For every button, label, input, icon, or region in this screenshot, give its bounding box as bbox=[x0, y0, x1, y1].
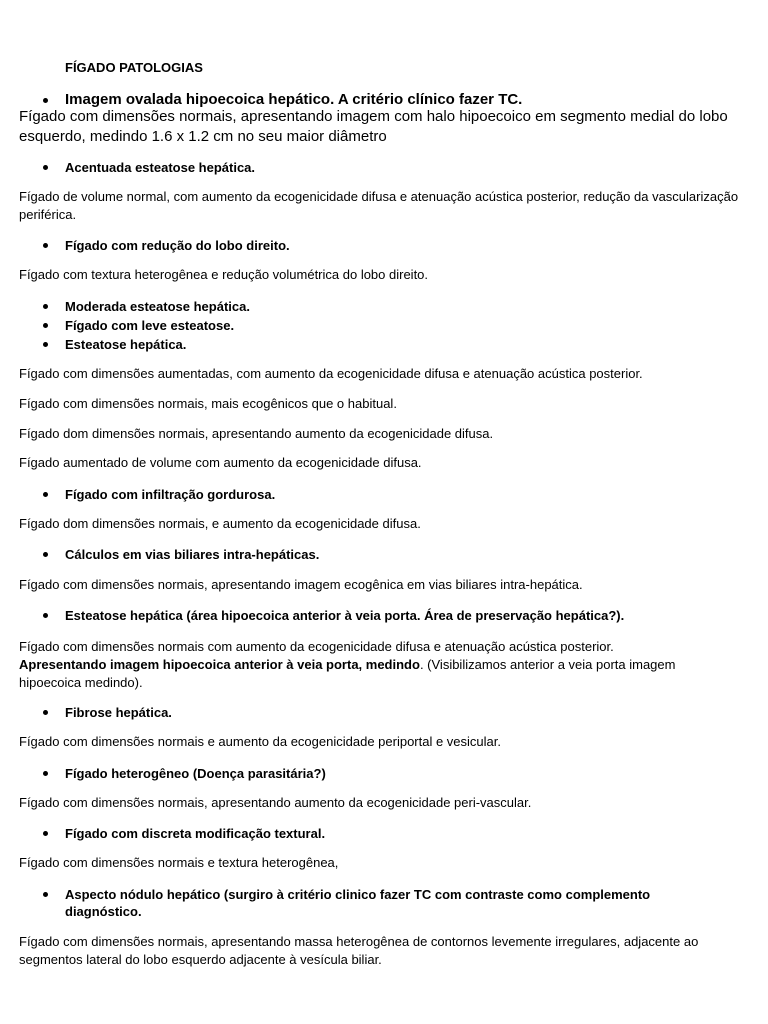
paragraph: Fígado dom dimensões normais, e aumento da ecogenicidade difusa. bbox=[19, 516, 421, 531]
bullet-item: Esteatose hepática. bbox=[65, 336, 725, 353]
bullet-item: Fígado heterogêneo (Doença parasitária?) bbox=[65, 765, 725, 782]
paragraph: Fígado com dimensões normais e textura heterogênea, bbox=[19, 855, 339, 870]
porta-paragraph-line1: Fígado com dimensões normais com aumento da ecogenicidade difusa e atenuação acústica posterior. bbox=[19, 639, 614, 654]
paragraph: Fígado com dimensões aumentadas, com aumento da ecogenicidade difusa e atenuação acústica posterior. bbox=[19, 366, 643, 381]
paragraph: Fígado com dimensões normais, mais ecogênicos que o habitual. bbox=[19, 396, 397, 411]
porta-paragraph bbox=[19, 638, 739, 692]
paragraph: Fígado com dimensões normais, apresentando imagem ecogênica em vias biliares intra-hepática. bbox=[19, 577, 583, 592]
paragraph: Fígado aumentado de volume com aumento da ecogenicidade difusa. bbox=[19, 455, 422, 470]
paragraph: Fígado de volume normal, com aumento da ecogenicidade difusa e atenuação acústica posterior, redução da vascularização periférica. bbox=[19, 189, 739, 222]
paragraph: Fígado com textura heterogênea e redução volumétrica do lobo direito. bbox=[19, 267, 429, 282]
bullet-item: Aspecto nódulo hepático (surgiro à critério clinico fazer TC com contraste como complemento diagnóstico. bbox=[65, 886, 725, 920]
bullet-item: Cálculos em vias biliares intra-hepáticas. bbox=[65, 546, 725, 563]
paragraph: Fígado com dimensões normais e aumento da ecogenicidade periportal e vesicular. bbox=[19, 734, 501, 749]
paragraph: Fígado dom dimensões normais, apresentando aumento da ecogenicidade difusa. bbox=[19, 426, 494, 441]
bullet-item: Fibrose hepática. bbox=[65, 704, 725, 721]
bullet-item: Fígado com discreta modificação textural. bbox=[65, 825, 725, 842]
bullet-item: Acentuada esteatose hepática. bbox=[65, 159, 725, 176]
paragraph: Fígado com dimensões normais, apresentando imagem com halo hipoecoico em segmento medial do lobo esquerdo, medindo 1.6 x 1.2 cm no seu maior diâmetro bbox=[19, 108, 728, 145]
porta-paragraph-rest: . (Visibilizamos anterior a veia porta imagem hipoecoica medindo). bbox=[19, 657, 676, 690]
paragraph: Fígado com dimensões normais, apresentando aumento da ecogenicidade peri-vascular. bbox=[19, 795, 532, 810]
bullet-item: Moderada esteatose hepática. bbox=[65, 298, 725, 315]
bullet-item: Imagem ovalada hipoecoica hepático. A critério clínico fazer TC. bbox=[65, 91, 725, 109]
bullet-item: Fígado com leve esteatose. bbox=[65, 317, 725, 334]
document-title: FÍGADO PATOLOGIAS bbox=[65, 60, 203, 75]
porta-paragraph-bold: Apresentando imagem hipoecoica anterior à veia porta, medindo bbox=[19, 657, 420, 672]
bullet-item: Fígado com infiltração gordurosa. bbox=[65, 486, 725, 503]
bullet-item: Fígado com redução do lobo direito. bbox=[65, 237, 725, 254]
bullet-item: Esteatose hepática (área hipoecoica anterior à veia porta. Área de preservação hepática?). bbox=[65, 607, 725, 624]
paragraph: Fígado com dimensões normais, apresentando massa heterogênea de contornos levemente irregulares, adjacente ao segmentos lateral do lobo esquerdo adjacente à vesícula biliar. bbox=[19, 934, 699, 967]
